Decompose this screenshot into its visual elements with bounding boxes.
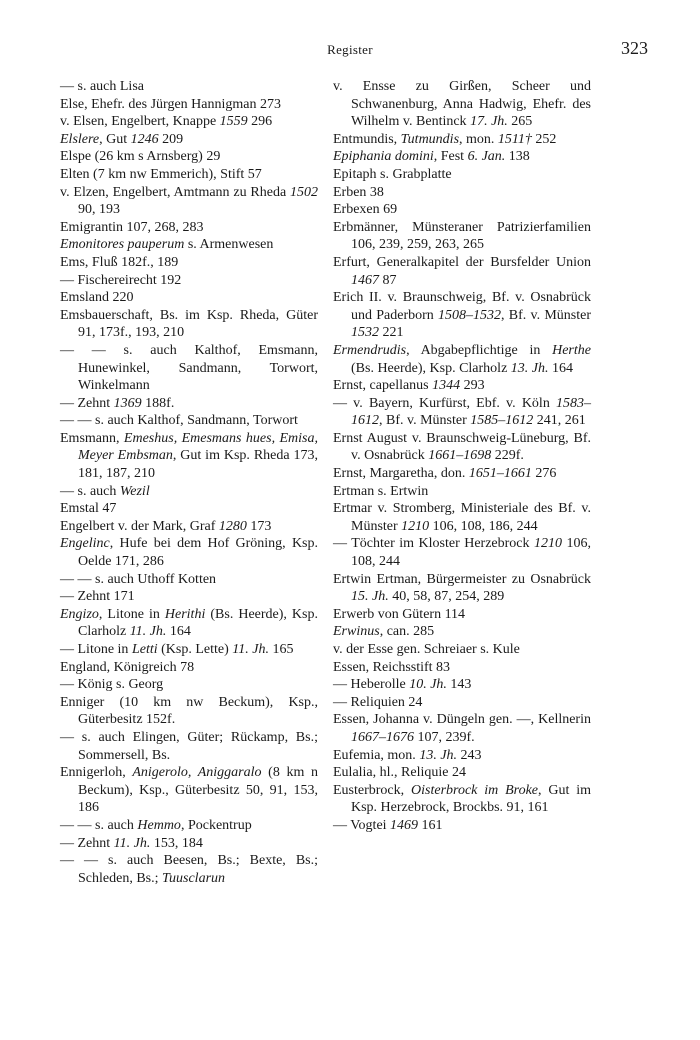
index-entry: Emsland 220 [60,290,134,306]
index-entry: — Zehnt 171 [60,589,135,605]
index-entry: — — s. auch Kalthof, Emsmann, Hunewinkel, Sandmann, Torwort, Winkelmann [60,342,318,394]
index-column-right [333,78,591,835]
index-entry: Elslere, Gut 1246 209 [60,131,184,147]
index-entry: Engizo, Litone in Herithi (Bs. Heerde), Ksp. Clarholz 11. Jh. 164 [60,606,318,640]
index-entry: Emsbauerschaft, Bs. im Ksp. Rheda, Güter 91, 173f., 193, 210 [60,307,318,341]
index-column-left [60,78,318,887]
index-entry: — Heberolle 10. Jh. 143 [333,677,472,693]
index-entry: Ennigerloh, Anigerolo, Aniggaralo (8 km n Beckum), Ksp., Güterbesitz 50, 91, 153, 186 [60,765,318,816]
index-entry: Elten (7 km nw Emmerich), Stift 57 [60,166,262,182]
index-entry: — Reliquien 24 [333,694,423,710]
index-entry: Enniger (10 km nw Beckum), Ksp., Güterbesitz 152f. [60,694,318,728]
index-entry: — — s. auch Kalthof, Sandmann, Torwort [60,413,298,429]
index-entry: Engelbert v. der Mark, Graf 1280 173 [60,518,272,534]
index-entry: — Töchter im Kloster Herzebrock 1210 106, 108, 244 [333,536,592,570]
page-header [52,38,648,62]
index-entry: Emsmann, Emeshus, Emesmans hues, Emisa, Meyer Embsman, Gut im Ksp. Rheda 173, 181, 187, 210 [60,430,318,482]
index-entry: Ertmar v. Stromberg, Ministeriale des Bf. v. Münster 1210 106, 108, 186, 244 [333,501,591,534]
index-entry: Ertwin Ertman, Bürgermeister zu Osnabrück 15. Jh. 40, 58, 87, 254, 289 [333,571,591,605]
index-entry: Erbmänner, Münsteraner Patrizierfamilien 106, 239, 259, 263, 265 [333,219,591,253]
index-entry: — Vogtei 1469 161 [333,817,443,833]
index-entry: v. Ensse zu Girßen, Scheer und Schwanenburg, Anna Hadwig, Ehefr. des Wilhelm v. Bentinck 17. Jh. 265 [333,79,591,130]
index-entry: Elspe (26 km s Arnsberg) 29 [60,149,221,165]
index-entry: Eulalia, hl., Reliquie 24 [333,765,466,781]
page-number: 323 [621,38,648,58]
index-entry: Emigrantin 107, 268, 283 [60,219,204,235]
index-entry: Epitaph s. Grabplatte [333,166,452,182]
index-entry: Erben 38 [333,184,384,200]
index-entry: England, Königreich 78 [60,659,195,675]
index-entry: Ernst, capellanus 1344 293 [333,378,485,394]
index-entry: Erich II. v. Braunschweig, Bf. v. Osnabrück und Paderborn 1508–1532, Bf. v. Münster 1532 221 [333,290,591,341]
index-entry: Ems, Fluß 182f., 189 [60,254,179,270]
index-entry: Ernst August v. Braunschweig-Lüneburg, Bf. v. Osnabrück 1661–1698 229f. [333,430,591,464]
index-entry: Entmundis, Tutmundis, mon. 1511† 252 [333,131,557,147]
index-entry: Erfurt, Generalkapitel der Bursfelder Union 1467 87 [333,254,591,288]
index-entry: Eusterbrock, Oisterbrock im Broke, Gut im Ksp. Herzebrock, Brockbs. 91, 161 [333,782,591,816]
index-entry: Essen, Johanna v. Düngeln gen. —, Kellnerin 1667–1676 107, 239f. [333,712,591,745]
index-entry: Eufemia, mon. 13. Jh. 243 [333,747,482,763]
index-entry: Ermendrudis, Abgabepflichtige in Herthe (Bs. Heerde), Ksp. Clarholz 13. Jh. 164 [333,342,591,376]
index-entry: Erwinus, can. 285 [333,624,435,640]
index-entry: — — s. auch Hemmo, Pockentrup [60,817,252,833]
index-entry: — — s. auch Uthoff Kotten [60,571,217,587]
index-entry: Emstal 47 [60,501,117,517]
index-entry: — Litone in Letti (Ksp. Lette) 11. Jh. 165 [60,642,294,657]
index-entry: — Zehnt 11. Jh. 153, 184 [60,835,203,851]
index-entry: Else, Ehefr. des Jürgen Hannigman 273 [60,96,281,112]
index-entry: — — s. auch Beesen, Bs.; Bexte, Bs.; Schleden, Bs.; Tuusclarun [60,853,318,886]
index-entry: Erwerb von Gütern 114 [333,606,466,622]
index-entry: v. Elsen, Engelbert, Knappe 1559 296 [60,114,273,130]
index-entry: — Zehnt 1369 188f. [60,395,175,411]
index-entry: Erbexen 69 [333,202,398,218]
index-entry: Ertman s. Ertwin [333,483,429,499]
index-entry: Epiphania domini, Fest 6. Jan. 138 [333,149,530,165]
index-entry: — Fischereirecht 192 [60,272,182,288]
index-entry: Engelinc, Hufe bei dem Hof Gröning, Ksp. Oelde 171, 286 [60,536,318,570]
index-entry: — s. auch Lisa [60,79,144,94]
index-entry: — v. Bayern, Kurfürst, Ebf. v. Köln 1583–1612, Bf. v. Münster 1585–1612 241, 261 [333,395,591,429]
index-entry: Emonitores pauperum s. Armenwesen [60,237,274,253]
running-title: Register [327,42,373,57]
index-entry: — s. auch Wezil [60,483,150,499]
index-entry: Essen, Reichsstift 83 [333,659,451,675]
index-entry: Ernst, Margaretha, don. 1651–1661 276 [333,466,557,482]
index-entry: v. Elzen, Engelbert, Amtmann zu Rheda 1502 90, 193 [60,184,318,218]
index-entry: — s. auch Elingen, Güter; Rückamp, Bs.; Sommersell, Bs. [60,729,318,763]
index-entry: v. der Esse gen. Schreiaer s. Kule [333,642,520,657]
index-entry: — König s. Georg [60,677,164,693]
